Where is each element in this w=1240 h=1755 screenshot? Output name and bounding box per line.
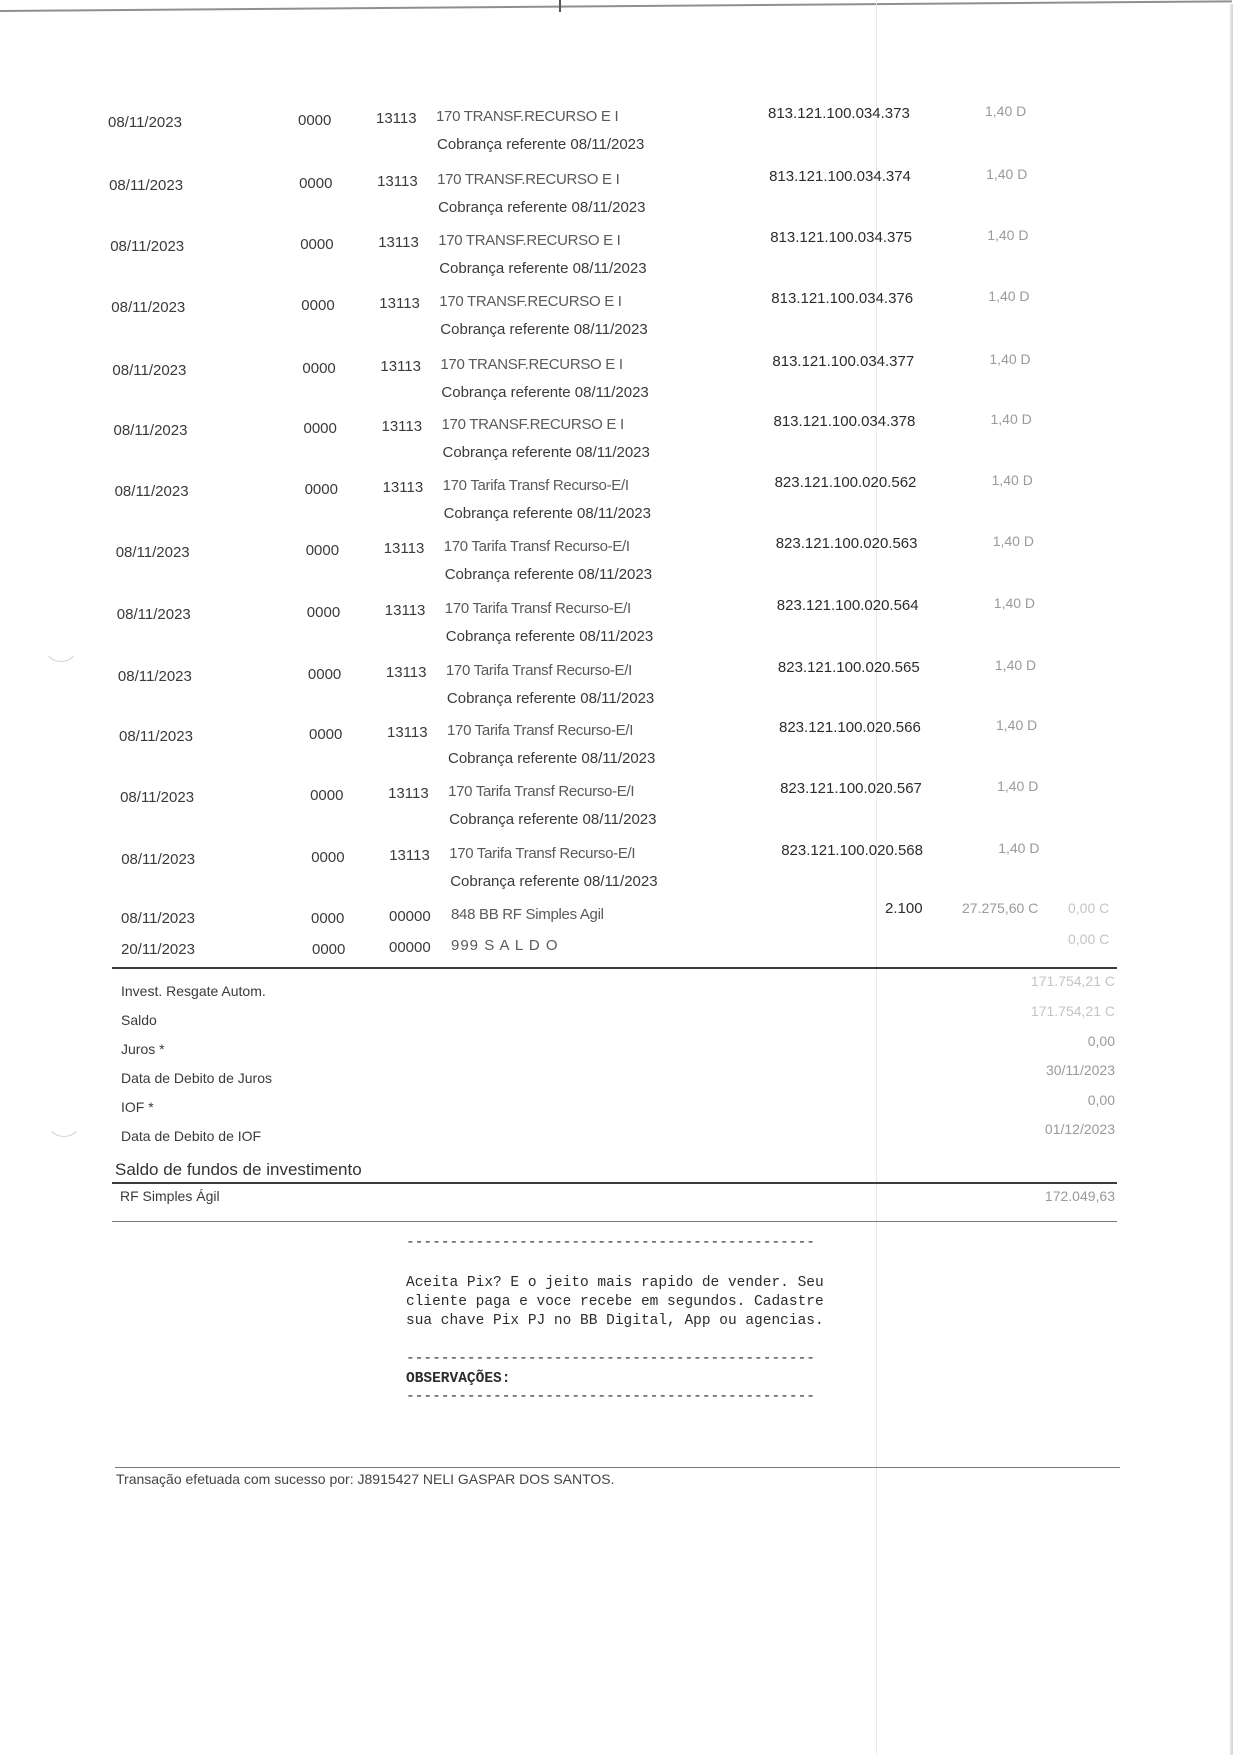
transaction-agency: 0000 (298, 112, 332, 129)
transaction-document: 823.121.100.020.567 (780, 780, 922, 797)
saldo-row-lot: 00000 (389, 939, 431, 956)
scan-top-edge (0, 0, 1232, 12)
transaction-agency: 0000 (303, 420, 337, 437)
saldo-row-date: 20/11/2023 (121, 941, 195, 958)
summary-value: 0,00 (1087, 1092, 1115, 1108)
final-row-balance: 0,00 C (1068, 900, 1110, 916)
transaction-document: 823.121.100.020.564 (776, 597, 919, 614)
transaction-lot: 13113 (382, 479, 424, 496)
final-row-history: 848 BB RF Simples Agil (451, 906, 604, 923)
transaction-lot: 13113 (384, 602, 426, 619)
transaction-value: 1,40 D (993, 595, 1036, 611)
notice-line: sua chave Pix PJ no BB Digital, App ou agencias. (406, 1313, 824, 1329)
transaction-agency: 0000 (309, 726, 343, 743)
summary-value: 0,00 (1087, 1033, 1115, 1049)
transaction-history: 170 TRANSF.RECURSO E I (440, 356, 623, 373)
transaction-document: 823.121.100.020.568 (781, 842, 923, 859)
transaction-agency: 0000 (299, 175, 333, 192)
summary-value: 171.754,21 C (1030, 973, 1115, 989)
transaction-detail: Cobrança referente 08/11/2023 (448, 750, 656, 767)
transaction-document: 823.121.100.020.562 (774, 474, 917, 491)
transaction-document: 813.121.100.034.375 (770, 229, 912, 246)
transaction-agency: 0000 (305, 542, 340, 559)
transaction-date: 08/11/2023 (115, 544, 190, 561)
transaction-history: 170 TRANSF.RECURSO E I (436, 108, 619, 125)
summary-label: Saldo (121, 1012, 157, 1028)
transaction-detail: Cobrança referente 08/11/2023 (440, 321, 648, 338)
punch-hole-mark (43, 626, 79, 662)
transaction-date: 08/11/2023 (111, 299, 186, 316)
transaction-date: 08/11/2023 (113, 422, 188, 439)
transaction-detail: Cobrança referente 08/11/2023 (442, 444, 650, 461)
transaction-lot: 13113 (379, 295, 420, 312)
fund-value: 172.049,63 (1044, 1188, 1115, 1204)
transaction-document: 813.121.100.034.377 (772, 353, 915, 370)
summary-label: Juros * (121, 1041, 165, 1057)
saldo-row-balance: 0,00 C (1068, 931, 1110, 947)
transaction-history: 170 Tarifa Transf Recurso-E/I (443, 538, 630, 555)
footer-divider (115, 1467, 1120, 1468)
punch-hole-mark (46, 1101, 82, 1137)
transaction-document: 823.121.100.020.566 (779, 719, 921, 736)
fund-name: RF Simples Ágil (120, 1188, 220, 1204)
transaction-agency: 0000 (300, 236, 334, 253)
divider-line (112, 1221, 1117, 1222)
divider-line (112, 967, 1117, 969)
transaction-lot: 13113 (380, 358, 421, 375)
transaction-agency: 0000 (310, 787, 344, 804)
notice-line: Aceita Pix? E o jeito mais rapido de vender. Seu (406, 1275, 824, 1291)
summary-value: 171.754,21 C (1030, 1003, 1115, 1019)
transaction-value: 1,40 D (987, 227, 1029, 243)
transaction-date: 08/11/2023 (108, 114, 182, 131)
transaction-document: 813.121.100.034.373 (768, 105, 910, 122)
summary-label: Invest. Resgate Autom. (121, 983, 266, 999)
scan-right-edge (1230, 4, 1233, 1755)
transaction-value: 1,40 D (989, 351, 1031, 367)
summary-label: IOF * (121, 1099, 154, 1115)
transaction-lot: 13113 (378, 234, 419, 251)
transaction-history: 170 Tarifa Transf Recurso-E/I (442, 477, 629, 494)
transaction-detail: Cobrança referente 08/11/2023 (449, 811, 657, 828)
transaction-document: 813.121.100.034.374 (769, 168, 911, 185)
transaction-agency: 0000 (306, 604, 341, 621)
transaction-history: 170 Tarifa Transf Recurso-E/I (445, 662, 633, 679)
transaction-document: 823.121.100.020.563 (775, 535, 918, 552)
transaction-value: 1,40 D (997, 778, 1039, 794)
transaction-lot: 13113 (388, 785, 429, 802)
transaction-history: 170 TRANSF.RECURSO E I (437, 171, 620, 188)
transaction-detail: Cobrança referente 08/11/2023 (441, 384, 649, 401)
transaction-value: 1,40 D (986, 166, 1028, 182)
transaction-agency: 0000 (301, 297, 335, 314)
transaction-value: 1,40 D (988, 288, 1030, 304)
transaction-lot: 13113 (387, 724, 428, 741)
transaction-date: 08/11/2023 (120, 789, 195, 806)
final-row-value: 27.275,60 C (962, 900, 1039, 916)
final-row-document: 2.100 (885, 900, 923, 917)
transaction-detail: Cobrança referente 08/11/2023 (445, 628, 654, 645)
transaction-history: 170 TRANSF.RECURSO E I (438, 232, 621, 249)
transaction-value: 1,40 D (996, 717, 1038, 733)
transaction-history: 170 Tarifa Transf Recurso-E/I (444, 600, 631, 617)
summary-value: 30/11/2023 (1045, 1062, 1115, 1078)
final-row-agency: 0000 (311, 910, 345, 927)
transaction-footer-text: Transação efetuada com sucesso por: J8915427 NELI GASPAR DOS SANTOS. (116, 1471, 615, 1487)
transaction-value: 1,40 D (992, 533, 1034, 549)
transaction-detail: Cobrança referente 08/11/2023 (438, 199, 646, 216)
funds-title: Saldo de fundos de investimento (115, 1160, 362, 1179)
transaction-lot: 13113 (385, 664, 427, 681)
transaction-history: 170 Tarifa Transf Recurso-E/I (447, 722, 634, 739)
transaction-agency: 0000 (311, 849, 345, 866)
transaction-date: 08/11/2023 (112, 362, 187, 379)
transaction-agency: 0000 (304, 481, 338, 498)
transaction-detail: Cobrança referente 08/11/2023 (439, 260, 647, 277)
transaction-lot: 13113 (377, 173, 418, 190)
transaction-detail: Cobrança referente 08/11/2023 (443, 505, 651, 522)
transaction-document: 813.121.100.034.378 (773, 413, 916, 430)
page-fold-line (876, 0, 877, 1755)
transaction-date: 08/11/2023 (110, 238, 185, 255)
notice-line: cliente paga e voce recebe em segundos. Cadastre (406, 1294, 824, 1310)
observations-label: OBSERVAÇÕES: (406, 1371, 511, 1387)
summary-value: 01/12/2023 (1044, 1121, 1115, 1137)
transaction-document: 823.121.100.020.565 (777, 659, 920, 676)
final-row-date: 08/11/2023 (121, 910, 195, 927)
transaction-value: 1,40 D (991, 472, 1033, 488)
transaction-value: 1,40 D (990, 411, 1032, 427)
transaction-lot: 13113 (383, 540, 425, 557)
notice-dashes-middle: ----------------------------------------------- (406, 1351, 815, 1367)
transaction-agency: 0000 (302, 360, 336, 377)
notice-dashes-bottom: ----------------------------------------------- (406, 1389, 815, 1405)
divider-line (112, 1182, 1117, 1184)
transaction-date: 08/11/2023 (116, 606, 191, 623)
transaction-date: 08/11/2023 (114, 483, 189, 500)
transaction-agency: 0000 (307, 666, 342, 683)
saldo-row-agency: 0000 (312, 941, 346, 958)
transaction-date: 08/11/2023 (109, 177, 184, 194)
transaction-detail: Cobrança referente 08/11/2023 (450, 873, 658, 890)
transaction-detail: Cobrança referente 08/11/2023 (444, 566, 653, 583)
transaction-document: 813.121.100.034.376 (771, 290, 914, 307)
transaction-history: 170 Tarifa Transf Recurso-E/I (448, 783, 635, 800)
transaction-detail: Cobrança referente 08/11/2023 (446, 690, 655, 707)
transaction-lot: 13113 (376, 110, 417, 127)
summary-label: Data de Debito de Juros (121, 1070, 272, 1086)
transaction-detail: Cobrança referente 08/11/2023 (437, 136, 645, 153)
transaction-lot: 13113 (381, 418, 423, 435)
transaction-date: 08/11/2023 (117, 668, 192, 685)
transaction-lot: 13113 (389, 847, 430, 864)
notice-dashes-top: ----------------------------------------------- (406, 1235, 815, 1251)
saldo-row-history: 999 S A L D O (451, 937, 559, 954)
summary-label: Data de Debito de IOF (121, 1128, 262, 1144)
transaction-history: 170 Tarifa Transf Recurso-E/I (449, 845, 636, 862)
transaction-history: 170 TRANSF.RECURSO E I (439, 293, 622, 310)
transaction-value: 1,40 D (998, 840, 1040, 856)
transaction-value: 1,40 D (985, 103, 1027, 119)
final-row-lot: 00000 (389, 908, 431, 925)
transaction-history: 170 TRANSF.RECURSO E I (441, 416, 624, 433)
transaction-date: 08/11/2023 (119, 728, 193, 745)
transaction-date: 08/11/2023 (121, 851, 196, 868)
scan-tick-mark (559, 0, 561, 12)
transaction-value: 1,40 D (994, 657, 1037, 673)
